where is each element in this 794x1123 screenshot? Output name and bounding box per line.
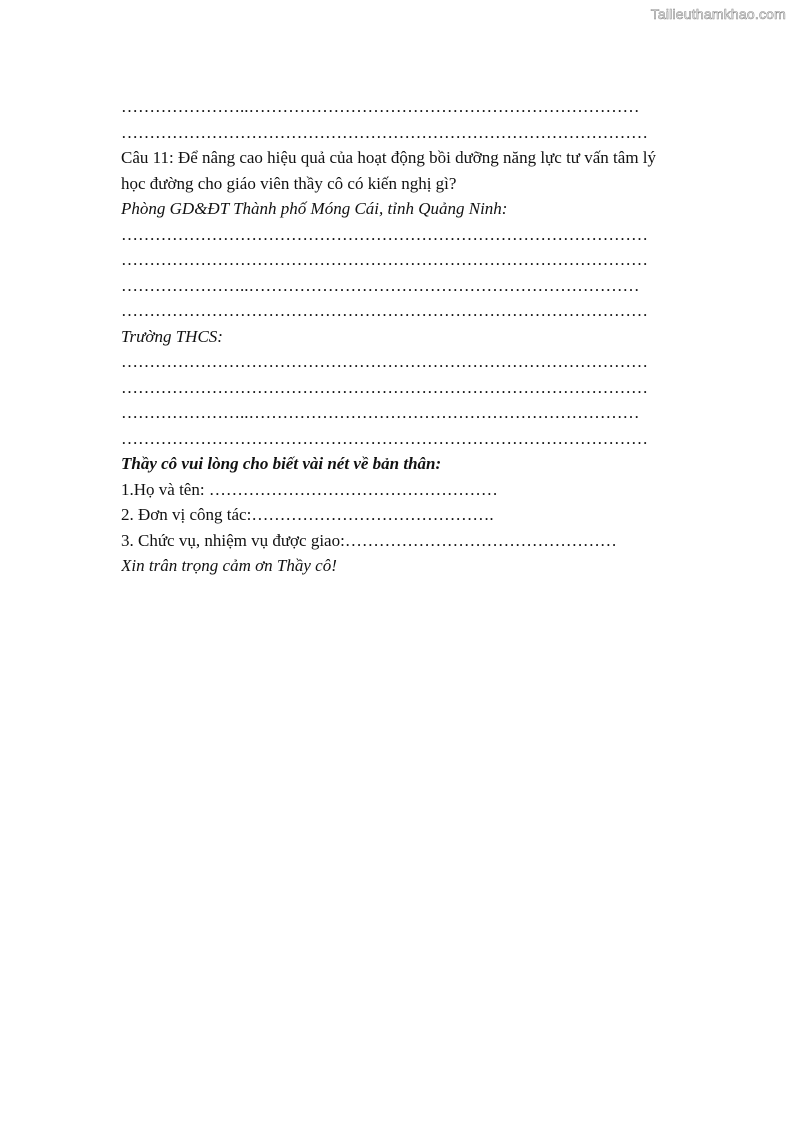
answer-dotted-line: ………………………………………………………………………………… xyxy=(121,122,648,142)
field-name: 1.Họ và tên: …………………………………………… xyxy=(121,479,498,499)
section-truong-thcs-label: Trường THCS: xyxy=(121,326,223,346)
answer-dotted-line: ………………………………………………………………………………… xyxy=(121,352,648,371)
answer-dotted-line: ………………………………………………………………………………… xyxy=(121,301,648,320)
field-unit: 2. Đơn vị công tác:……………………………………. xyxy=(121,505,494,524)
question-11-line-1: Câu 11: Để nâng cao hiệu quả của hoạt động bồi dưỡng năng lực tư vấn tâm lý xyxy=(121,148,657,167)
question-11-line-2: học đường cho giáo viên thầy cô có kiến nghị gì? xyxy=(121,173,457,193)
section-phong-gd-label: Phòng GD&ĐT Thành phố Móng Cái, tỉnh Quảng Ninh: xyxy=(121,199,508,218)
personal-info-heading: Thầy cô vui lòng cho biết vài nét về bản thân: xyxy=(121,454,442,473)
watermark-text: Tailieuthamkhao.com xyxy=(650,6,786,22)
answer-dotted-line: ………………………………………………………………………………… xyxy=(121,224,648,244)
answer-dotted-line: …………………..…………………………………………………………… xyxy=(121,403,640,422)
thanks-line: Xin trân trọng cảm ơn Thầy cô! xyxy=(121,556,337,575)
answer-dotted-line: ………………………………………………………………………………… xyxy=(121,250,648,269)
answer-dotted-line: …………………..…………………………………………………………… xyxy=(121,97,640,116)
answer-dotted-line: ………………………………………………………………………………… xyxy=(121,377,648,397)
answer-dotted-line: ………………………………………………………………………………… xyxy=(121,428,648,448)
answer-dotted-line: …………………..…………………………………………………………… xyxy=(121,275,640,295)
document-body xyxy=(121,94,721,579)
field-role: 3. Chức vụ, nhiệm vụ được giao:………………………………………… xyxy=(121,530,617,550)
